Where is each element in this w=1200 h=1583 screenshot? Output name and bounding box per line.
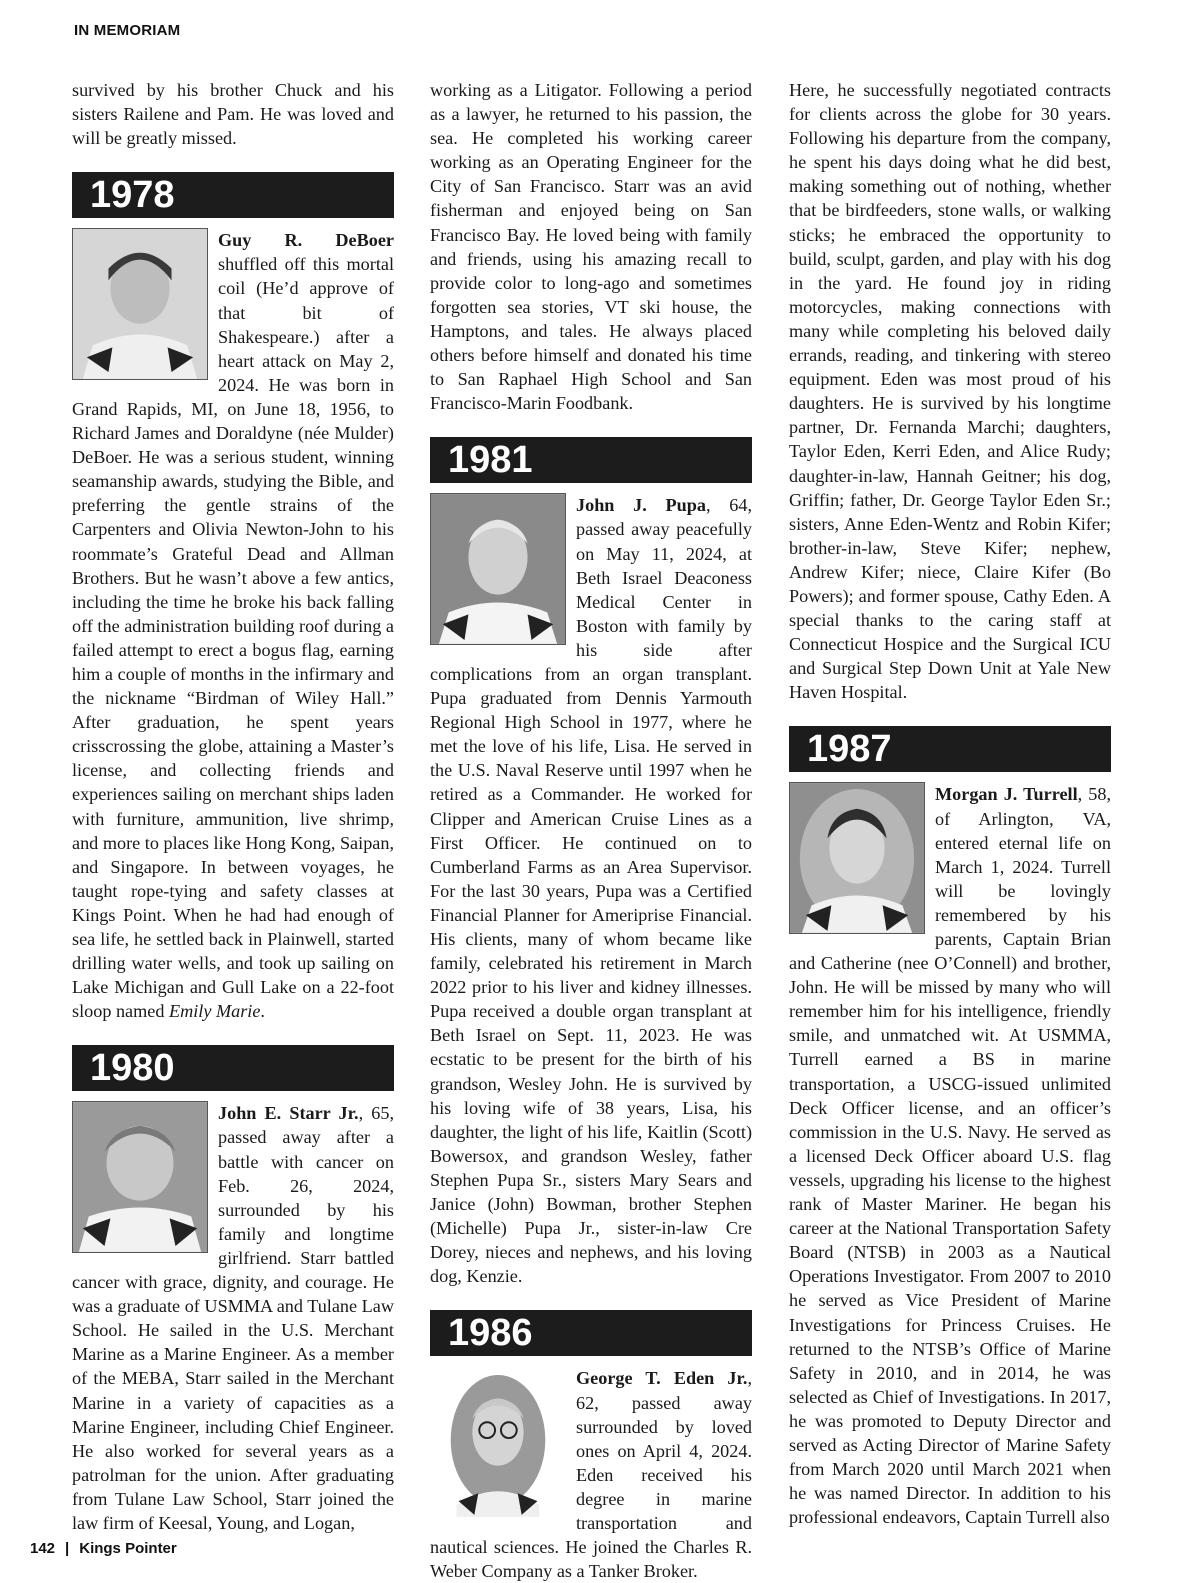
decedent-name: Morgan J. Turrell — [935, 784, 1078, 805]
section-header: IN MEMORIAM — [74, 22, 181, 39]
publication-name: Kings Pointer — [79, 1540, 177, 1557]
year-banner-1987: 1987 — [789, 726, 1111, 772]
portrait-image — [73, 229, 207, 379]
portrait-image — [790, 783, 924, 933]
portrait-image — [431, 1367, 565, 1517]
obituary-text: , 65, passed away after a battle with cancer on Feb. 26, 2024, surrounded by his family and longtime girlfriend. Starr battled cancer with grace, dignity, and courage. He was a graduate of USMMA and Tulane Law School. He sailed in the U.S. Merchant Marine as a Marine Engineer. As a member of the MEBA, Starr sailed in the Merchant Marine in a variety of capacities as a Marine Engineer, including Chief Engineer. He also worked for several years as a patrolman for the union. After graduating from Tulane Law School, Starr joined the law firm of Keesal, Young, and Logan, — [72, 1103, 394, 1533]
portrait-photo — [789, 782, 925, 934]
year-banner-1986: 1986 — [430, 1310, 752, 1356]
year-banner-1978: 1978 — [72, 172, 394, 218]
portrait-photo — [72, 1101, 208, 1253]
year-banner-1980: 1980 — [72, 1045, 394, 1091]
obituary-continuation: survived by his brother Chuck and his sisters Railene and Pam. He was loved and will be greatly missed. — [72, 80, 394, 149]
decedent-name: Guy R. DeBoer — [218, 230, 394, 251]
obituary-continuation: working as a Litigator. Following a period as a lawyer, he returned to his passion, the sea. He completed his working career working as an Operating Engineer for the City of San Francisco. Starr was an avid fisherman and enjoyed being on San Francisco Bay. He loved being with family and friends, using his amazing recall to provide color to long-ago and sometimes forgotten sea stories, VT ski house, the Hamptons, and tales. He always placed others before himself and donated his time to San Raphael High School and San Francisco-Marin Foodbank. — [430, 80, 752, 414]
obituary-text: , 58, of Arlington, VA, entered eternal life on March 1, 2024. Turrell will be lovingly remembered by his parents, Captain Brian and Catherine (nee O’Connell) and brother, John. He will be missed by many who will remember him for his intelligence, friendly smile, and unmatched wit. At USMMA, Turrell earned a BS in marine transportation, a USCG-issued unlimited Deck Officer license, and an officer’s commission in the U.S. Navy. He served as a licensed Deck Officer aboard U.S. flag vessels, upgrading his license to the highest rank of Master Mariner. He began his career at the National Transportation Safety Board (NTSB) in 2003 as a Nautical Operations Investigator. From 2007 to 2010 he served as Vice President of Marine Investigations for Princess Cruises. He returned to the NTSB’s Office of Marine Safety in 2010, and in 2014, he was selected as Chief of Investigations. In 2017, he was promoted to Deputy Director and served as Acting Director of Marine Safety from March 2020 until March 2021 when he was named Director. In addition to his professional endeavors, Captain Turrell also — [789, 784, 1111, 1528]
boat-name: Emily Marie — [169, 1001, 261, 1022]
decedent-name: George T. Eden Jr. — [576, 1368, 748, 1389]
column-1 — [72, 78, 394, 1535]
decedent-name: John E. Starr Jr. — [218, 1103, 359, 1124]
obituary-text: shuffled off this mortal coil (He’d approve of that bit of Shakespeare.) after a heart attack on May 2, 2024. He was born in Grand Rapids, MI, on June 18, 1956, to Richard James and Doraldyne (née Mulder) DeBoer. He was a serious student, winning seamanship awards, studying the Bible, and preferring the gentle strains of the Carpenters and Olivia Newton-John to his roommate’s Grateful Dead and Allman Brothers. But he wasn’t above a few antics, including the time he broke his back falling off the administration building roof during a failed attempt to erect a bogus flag, earning him a couple of months in the infirmary and the nickname “Birdman of Wiley Hall.” After graduation, he spent years crisscrossing the globe, attaining a Master’s license, and collecting friends and experiences sailing on merchant ships laden with furniture, ammunition, live shrimp, and more to places like Hong Kong, Saipan, and Singapore. In between voyages, he taught rope-tying and safety classes at Kings Point. When he had had enough of sea life, he settled back in Plainwell, started drilling water wells, and took up sailing on Lake Michigan and Gull Lake on a 22-foot sloop named — [72, 254, 394, 1022]
obituary-text: , 62, passed away surrounded by loved ones on April 4, 2024. Eden received his degree in marine transportation and nautical sciences. He joined the Charles R. Weber Company as a Tanker Broker. — [430, 1368, 752, 1582]
portrait-image — [431, 494, 565, 644]
obituary-text: , 64, passed away peacefully on May 11, 2024, at Beth Israel Deaconess Medical Center in Boston with family by his side after complications from an organ transplant. Pupa graduated from Dennis Yarmouth Regional High School in 1977, where he met the love of his life, Lisa. He served in the U.S. Naval Reserve until 1997 when he retired as a Commander. He worked for Clipper and American Cruise Lines as a First Officer. He continued on to Cumberland Farms as an Area Supervisor. For the last 30 years, Pupa was a Certified Financial Planner for Ameriprise Financial. His clients, many of whom became like family, celebrated his retirement in March 2022 prior to his liver and kidney illnesses. Pupa received a double organ transplant at Beth Israel on Sept. 11, 2023. He was ecstatic to be present for the birth of his grandson, Wesley John. He is survived by his loving wife of 38 years, Lisa, his daughter, the light of his life, Kaitlin (Scott) Bowersox, and grandson Wesley, father Stephen Pupa Sr., sisters Mary Sears and Janice (John) Bowman, brother Stephen (Michelle) Pupa Jr., sister-in-law Cre Dorey, nieces and nephews, and his loving dog, Kenzie. — [430, 495, 753, 1287]
portrait-photo — [430, 493, 566, 645]
portrait-image — [73, 1102, 207, 1252]
portrait-photo — [72, 228, 208, 380]
footer-separator: | — [65, 1540, 70, 1557]
page-footer — [30, 1540, 177, 1557]
page-number: 142 — [30, 1540, 56, 1557]
column-2 — [430, 78, 752, 1583]
portrait-photo — [430, 1366, 566, 1518]
column-3 — [789, 78, 1111, 1529]
punctuation: . — [260, 1001, 265, 1022]
year-banner-1981: 1981 — [430, 437, 752, 483]
obituary-continuation: Here, he successfully negotiated contracts for clients across the globe for 30 years. Following his departure from the company, he spent his days doing what he did best, making something out of nothing, whether that be birdfeeders, stone walls, or walking sticks; he embraced the opportunity to build, sculpt, garden, and play with his dog in the yard. He found joy in riding motorcycles, making connections with many while completing his beloved daily errands, reading, and tinkering with stereo equipment. Eden was most proud of his daughters. He is survived by his longtime partner, Dr. Fernanda Marchi; daughters, Taylor Eden, Kerri Eden, and Alice Rudy; daughter-in-law, Hannah Geitner; his dog, Griffin; father, Dr. George Taylor Eden Sr.; sisters, Anne Eden-Wentz and Robin Kifer; brother-in-law, Steve Kifer; nephew, Andrew Kifer; niece, Claire Kifer (Bo Powers); and former spouse, Cathy Eden. A special thanks to the caring staff at Connecticut Hospice and the Surgical ICU and Surgical Step Down Unit at Yale New Haven Hospital. — [789, 80, 1111, 703]
decedent-name: John J. Pupa — [576, 495, 706, 516]
